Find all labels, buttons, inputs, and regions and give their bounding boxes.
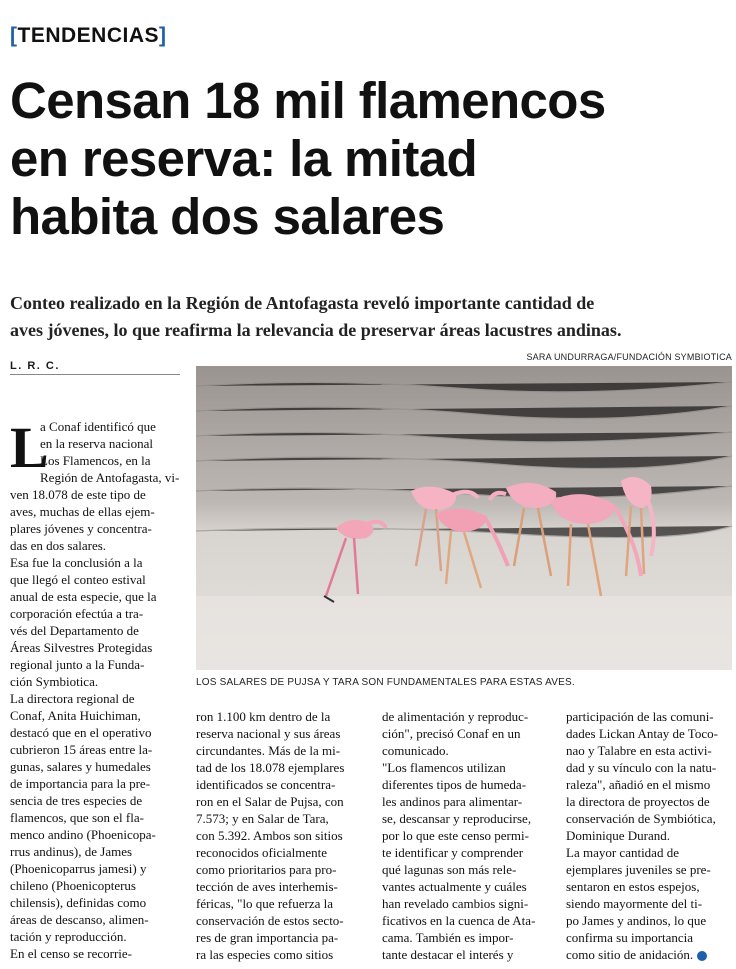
text-line: tante destacar el interés y bbox=[382, 947, 514, 962]
column-1 bbox=[10, 486, 178, 962]
text-line: ron en el Salar de Pujsa, con bbox=[196, 794, 344, 809]
text-line: sencia de tres especies de bbox=[10, 793, 143, 808]
text-line: que llegó el conteo estival bbox=[10, 572, 146, 587]
headline-line: en reserva: la mitad bbox=[10, 130, 478, 187]
text-line: vantes actualmente y cuáles bbox=[382, 879, 527, 894]
text-line: raleza", añadió en el mismo bbox=[566, 777, 711, 792]
text-line: En el censo se recorrie- bbox=[10, 946, 132, 961]
text-line: chileno (Phoenicopterus bbox=[10, 878, 136, 893]
text-line: siendo mayormente del ti- bbox=[566, 896, 703, 911]
text-line: qué lagunas son más rele- bbox=[382, 862, 517, 877]
headline-line: Censan 18 mil flamencos bbox=[10, 72, 606, 129]
headline-line: habita dos salares bbox=[10, 188, 445, 245]
subhead-line: Conteo realizado en la Región de Antofagasta reveló importante cantidad de bbox=[10, 293, 595, 313]
text-line: menco andino (Phoenicopa- bbox=[10, 827, 156, 842]
text-line: 7.573; y en Salar de Tara, bbox=[196, 811, 329, 826]
text-line: comunicado. bbox=[382, 743, 449, 758]
text-line: anual de esta especie, que la bbox=[10, 589, 157, 604]
text-line: a Conaf identificó que bbox=[40, 419, 156, 434]
text-line: regional junto a la Funda- bbox=[10, 657, 145, 672]
text-line: circundantes. Más de la mi- bbox=[196, 743, 341, 758]
text-line: como prioritarios para pro- bbox=[196, 862, 337, 877]
text-line: das en dos salares. bbox=[10, 538, 107, 553]
text-line: cubrieron 15 áreas entre la- bbox=[10, 742, 153, 757]
text-line: conservación de estos secto- bbox=[196, 913, 344, 928]
text-line: de importancia para la pre- bbox=[10, 776, 151, 791]
flamingo-photo bbox=[196, 366, 732, 670]
text-line: Los Flamencos, en la bbox=[40, 453, 151, 468]
text-line: Dominique Durand. bbox=[566, 828, 670, 843]
photo-credit: SARA UNDURRAGA/FUNDACIÓN SYMBIOTICA bbox=[526, 352, 732, 362]
bracket-open: [ bbox=[10, 24, 18, 47]
dropcap: L bbox=[10, 415, 49, 480]
text-line: nao y Talabre en esta activi- bbox=[566, 743, 712, 758]
end-mark-icon bbox=[697, 951, 707, 961]
text-line: tación y reproducción. bbox=[10, 929, 127, 944]
subhead-line: aves jóvenes, lo que reafirma la relevancia de preservar áreas lacustres andinas. bbox=[10, 320, 622, 340]
byline-rule bbox=[10, 374, 180, 375]
text-line: reconocidos oficialmente bbox=[196, 845, 328, 860]
text-line: tección de aves interhemis- bbox=[196, 879, 338, 894]
text-line: Conaf, Anita Huichiman, bbox=[10, 708, 141, 723]
text-line: chilensis), definidas como bbox=[10, 895, 147, 910]
text-line: con 5.392. Ambos son sitios bbox=[196, 828, 343, 843]
text-line: les andinos para alimentar- bbox=[382, 794, 523, 809]
text-line: tad de los 18.078 ejemplares bbox=[196, 760, 345, 775]
text-line: rrus andinus), de James bbox=[10, 844, 133, 859]
headline bbox=[10, 72, 730, 246]
byline: L. R. C. bbox=[10, 360, 60, 372]
text-line: Áreas Silvestres Protegidas bbox=[10, 640, 153, 655]
text-line: diferentes tipos de humeda- bbox=[382, 777, 527, 792]
text-line: Esa fue la conclusión a la bbox=[10, 555, 143, 570]
text-line: dades Lickan Antay de Toco- bbox=[566, 726, 718, 741]
photo-caption: LOS SALARES DE PUJSA Y TARA SON FUNDAMENTALES PARA ESTAS AVES. bbox=[196, 677, 575, 688]
text-line: reserva nacional y sus áreas bbox=[196, 726, 341, 741]
text-line: te identificar y comprender bbox=[382, 845, 524, 860]
text-line: destacó que en el operativo bbox=[10, 725, 152, 740]
text-line: vés del Departamento de bbox=[10, 623, 139, 638]
text-line: en la reserva nacional bbox=[40, 436, 153, 451]
text-line: cama. También es impor- bbox=[382, 930, 514, 945]
text-line: identificados se concentra- bbox=[196, 777, 336, 792]
text-line: ción", precisó Conaf en un bbox=[382, 726, 521, 741]
text-line: gunas, salares y humedales bbox=[10, 759, 151, 774]
text-line: se, descansar y reproducirse, bbox=[382, 811, 532, 826]
column-1-lead bbox=[40, 418, 178, 486]
text-line: confirma su importancia bbox=[566, 930, 694, 945]
text-line: de alimentación y reproduc- bbox=[382, 709, 529, 724]
text-line: participación de las comuni- bbox=[566, 709, 714, 724]
text-line: áreas de descanso, alimen- bbox=[10, 912, 149, 927]
text-line: como sitio de anidación. bbox=[566, 946, 732, 963]
text-line: Región de Antofagasta, vi- bbox=[40, 470, 180, 485]
text-line: ejemplares juveniles se pre- bbox=[566, 862, 711, 877]
text-line: dad y su vínculo con la natu- bbox=[566, 760, 717, 775]
text-line: conservación de Symbiótica, bbox=[566, 811, 716, 826]
text-line: plares jóvenes y concentra- bbox=[10, 521, 152, 536]
text-line: la directora de proyectos de bbox=[566, 794, 710, 809]
text-line: flamencos, que son el fla- bbox=[10, 810, 144, 825]
text-line: aves, muchas de ellas ejem- bbox=[10, 504, 155, 519]
text-line: han revelado cambios signi- bbox=[382, 896, 529, 911]
text-line: ción Symbiotica. bbox=[10, 674, 99, 689]
subheadline bbox=[10, 290, 730, 344]
bracket-close: ] bbox=[159, 24, 167, 47]
text-line: ficativos en la cuenca de Ata- bbox=[382, 913, 536, 928]
column-2 bbox=[196, 708, 364, 963]
text-line: La directora regional de bbox=[10, 691, 135, 706]
text-line: sentaron en estos espejos, bbox=[566, 879, 700, 894]
section-label: TENDENCIAS bbox=[17, 24, 160, 47]
text-line: ron 1.100 km dentro de la bbox=[196, 709, 331, 724]
column-3 bbox=[382, 708, 550, 963]
text-line: féricas, "lo que refuerza la bbox=[196, 896, 334, 911]
flamingo-illustration bbox=[196, 366, 732, 670]
section-tag bbox=[10, 24, 167, 48]
text-line: corporación efectúa a tra- bbox=[10, 606, 144, 621]
text-line: "Los flamencos utilizan bbox=[382, 760, 506, 775]
text-line: ra las especies como sitios bbox=[196, 947, 334, 962]
text-line: res de gran importancia pa- bbox=[196, 930, 339, 945]
text-line: ven 18.078 de este tipo de bbox=[10, 487, 146, 502]
column-4 bbox=[566, 708, 732, 963]
text-line: po James y andinos, lo que bbox=[566, 913, 707, 928]
text-line: (Phoenicoparrus jamesi) y bbox=[10, 861, 147, 876]
text-line: por lo que este censo permi- bbox=[382, 828, 529, 843]
text-line: La mayor cantidad de bbox=[566, 845, 679, 860]
